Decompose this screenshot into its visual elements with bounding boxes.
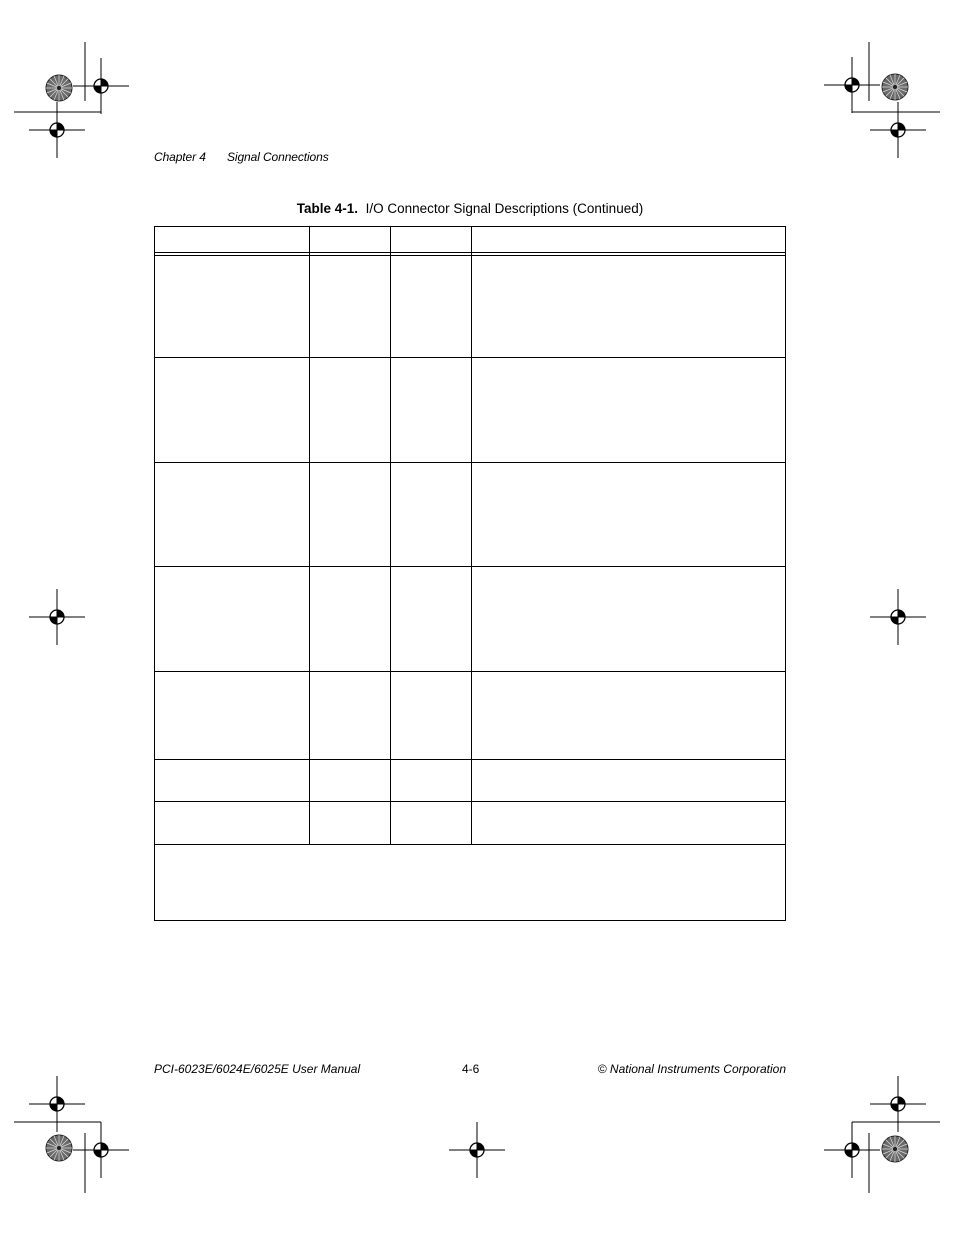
registration-crosshair-top-left-2 — [29, 102, 85, 158]
registration-crosshair-bottom-right — [824, 1122, 880, 1178]
registration-crosshair-mid-right — [870, 589, 926, 645]
registration-crosshair-top-right — [824, 57, 880, 113]
registration-crosshair-bottom-left-2 — [29, 1076, 85, 1132]
registration-burst-top-right — [882, 74, 908, 100]
chapter-label: Chapter 4 — [154, 150, 206, 164]
registration-burst-bottom-left — [46, 1135, 72, 1161]
registration-crosshair-bottom-right-2 — [870, 1076, 926, 1132]
registration-crosshair-mid-left — [29, 589, 85, 645]
footer-manual-title: PCI-6023E/6024E/6025E User Manual — [154, 1062, 361, 1076]
table-caption-label: Table 4-1. — [296, 201, 359, 216]
table-caption-text: I/O Connector Signal Descriptions (Continued) — [365, 201, 644, 216]
section-label: Signal Connections — [227, 150, 329, 164]
registration-crosshair-bottom-center — [449, 1122, 505, 1178]
table-caption — [0, 201, 940, 216]
registration-crosshair-bottom-left — [73, 1122, 129, 1178]
running-header — [154, 150, 329, 164]
signal-descriptions-table — [154, 226, 786, 921]
footer-copyright: © National Instruments Corporation — [597, 1062, 786, 1076]
registration-burst-bottom-right — [882, 1136, 908, 1162]
footer-page-number: 4-6 — [462, 1062, 480, 1076]
registration-crosshair-top-right-2 — [870, 102, 926, 158]
registration-burst-top-left — [46, 75, 72, 101]
registration-crosshair-top-left — [73, 58, 129, 114]
